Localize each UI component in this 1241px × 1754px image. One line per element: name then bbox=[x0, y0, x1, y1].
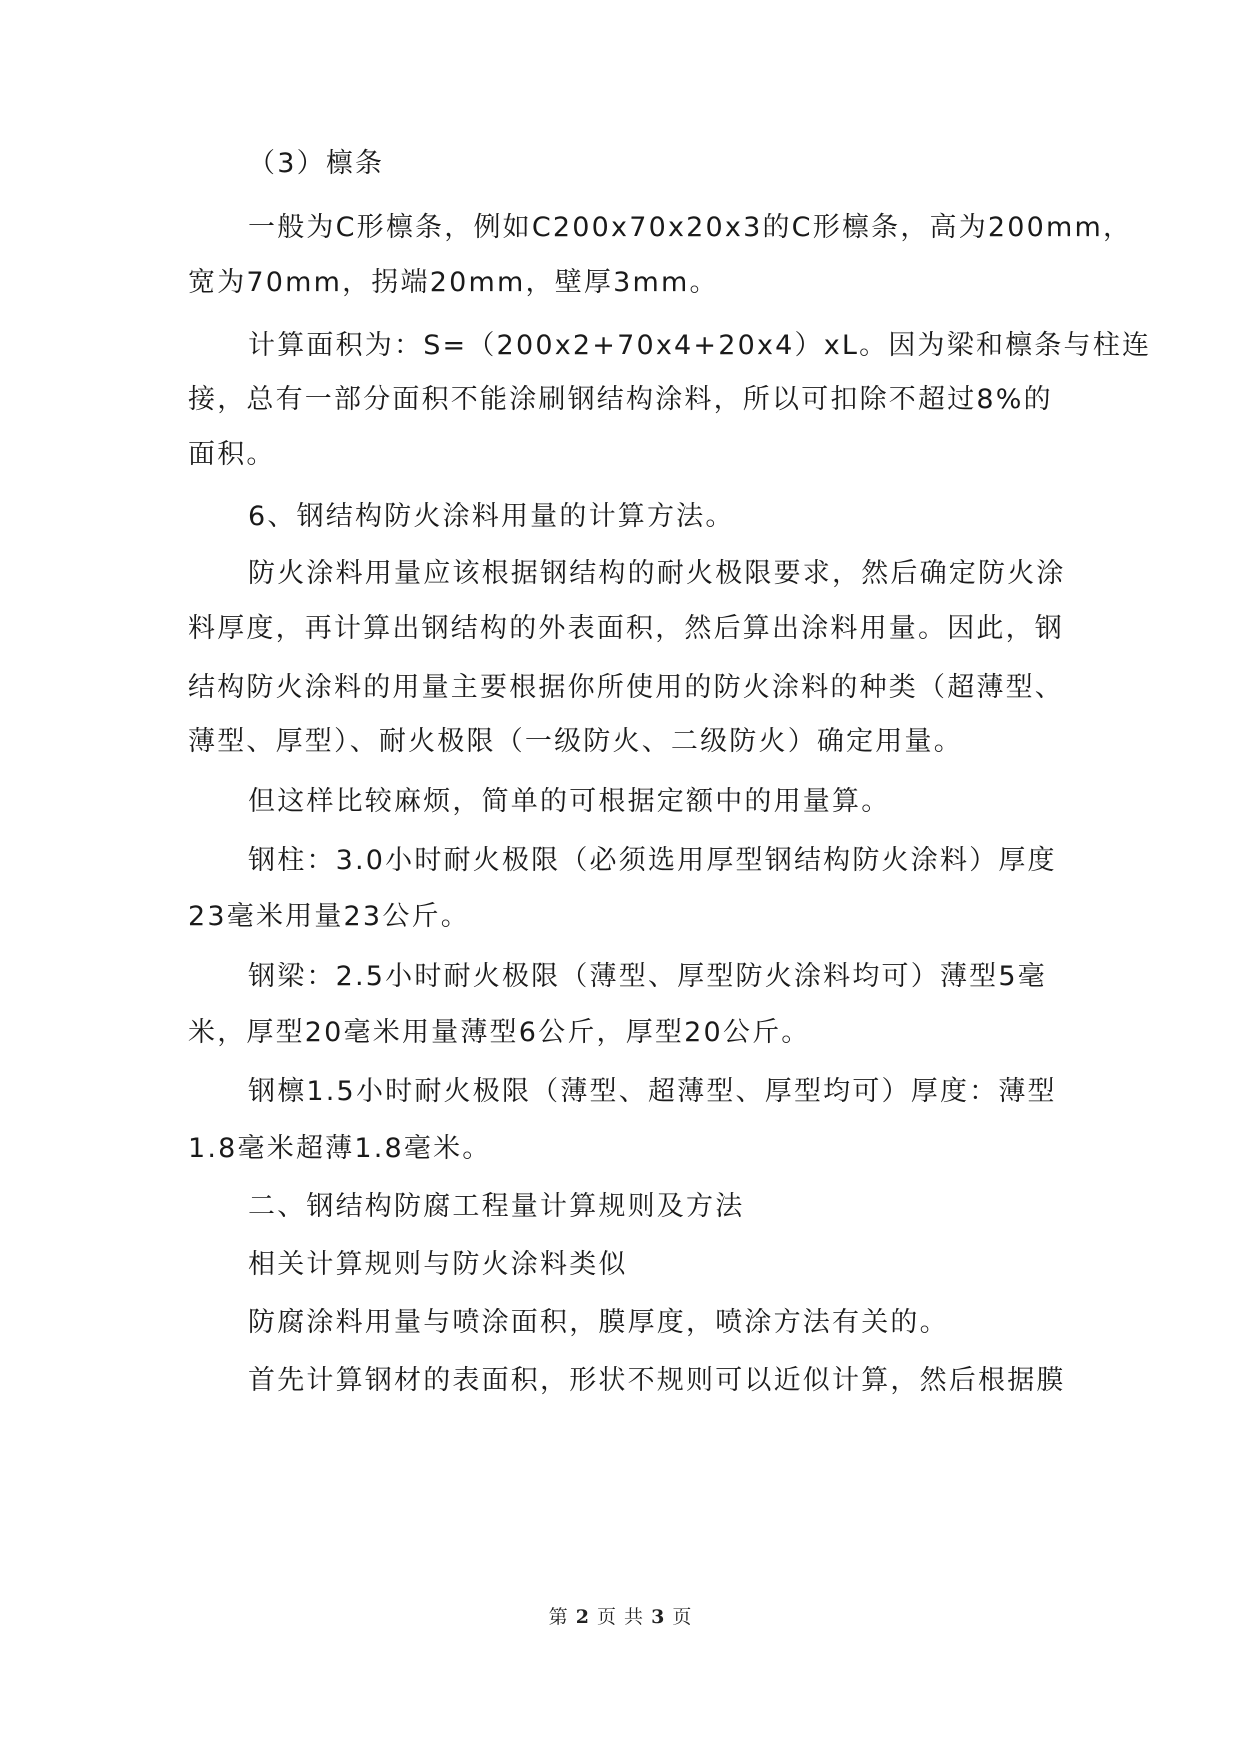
paragraph-line: 相关计算规则与防火涂料类似 bbox=[248, 1249, 628, 1280]
footer-prefix: 第 bbox=[548, 1606, 569, 1628]
paragraph-line: 一般为C形檩条，例如C200x70x20x3的C形檩条，高为200mm， bbox=[248, 212, 1133, 243]
paragraph-line: 23毫米用量23公斤。 bbox=[188, 901, 470, 932]
heading-anticorrosion: 二、钢结构防腐工程量计算规则及方法 bbox=[248, 1191, 745, 1222]
paragraph-line: 接，总有一部分面积不能涂刷钢结构涂料，所以可扣除不超过8%的 bbox=[188, 384, 1053, 415]
paragraph-line: 钢梁：2.5小时耐火极限（薄型、厚型防火涂料均可）薄型5毫 bbox=[248, 961, 1047, 992]
heading-purlin: （3）檩条 bbox=[248, 148, 385, 179]
current-page-number: 2 bbox=[575, 1606, 590, 1628]
footer-middle: 页 共 bbox=[596, 1606, 645, 1628]
paragraph-line: 防火涂料用量应该根据钢结构的耐火极限要求，然后确定防火涂 bbox=[248, 558, 1066, 589]
paragraph-line: 1.8毫米超薄1.8毫米。 bbox=[188, 1133, 492, 1164]
paragraph-line: 防腐涂料用量与喷涂面积，膜厚度，喷涂方法有关的。 bbox=[248, 1307, 949, 1338]
paragraph-line: 米，厚型20毫米用量薄型6公斤，厚型20公斤。 bbox=[188, 1017, 811, 1048]
page-footer bbox=[0, 1604, 1241, 1630]
total-pages-number: 3 bbox=[651, 1606, 666, 1628]
paragraph-line: 料厚度，再计算出钢结构的外表面积，然后算出涂料用量。因此，钢 bbox=[188, 613, 1064, 644]
paragraph-line: 钢檩1.5小时耐火极限（薄型、超薄型、厚型均可）厚度：薄型 bbox=[248, 1076, 1057, 1107]
paragraph-line: 薄型、厚型）、耐火极限（一级防火、二级防火）确定用量。 bbox=[188, 726, 963, 757]
paragraph-line: 计算面积为：S=（200x2+70x4+20x4）xL。因为梁和檩条与柱连 bbox=[248, 330, 1152, 361]
paragraph-line: 但这样比较麻烦，简单的可根据定额中的用量算。 bbox=[248, 786, 891, 817]
heading-fireproof-calc: 6、钢结构防火涂料用量的计算方法。 bbox=[248, 501, 735, 532]
paragraph-line: 钢柱：3.0小时耐火极限（必须选用厚型钢结构防火涂料）厚度 bbox=[248, 845, 1057, 876]
paragraph-line: 宽为70mm，拐端20mm，壁厚3mm。 bbox=[188, 267, 719, 298]
footer-suffix: 页 bbox=[672, 1606, 693, 1628]
paragraph-line: 首先计算钢材的表面积，形状不规则可以近似计算，然后根据膜 bbox=[248, 1365, 1066, 1396]
paragraph-line: 面积。 bbox=[188, 439, 276, 470]
paragraph-line: 结构防火涂料的用量主要根据你所使用的防火涂料的种类（超薄型、 bbox=[188, 672, 1064, 703]
